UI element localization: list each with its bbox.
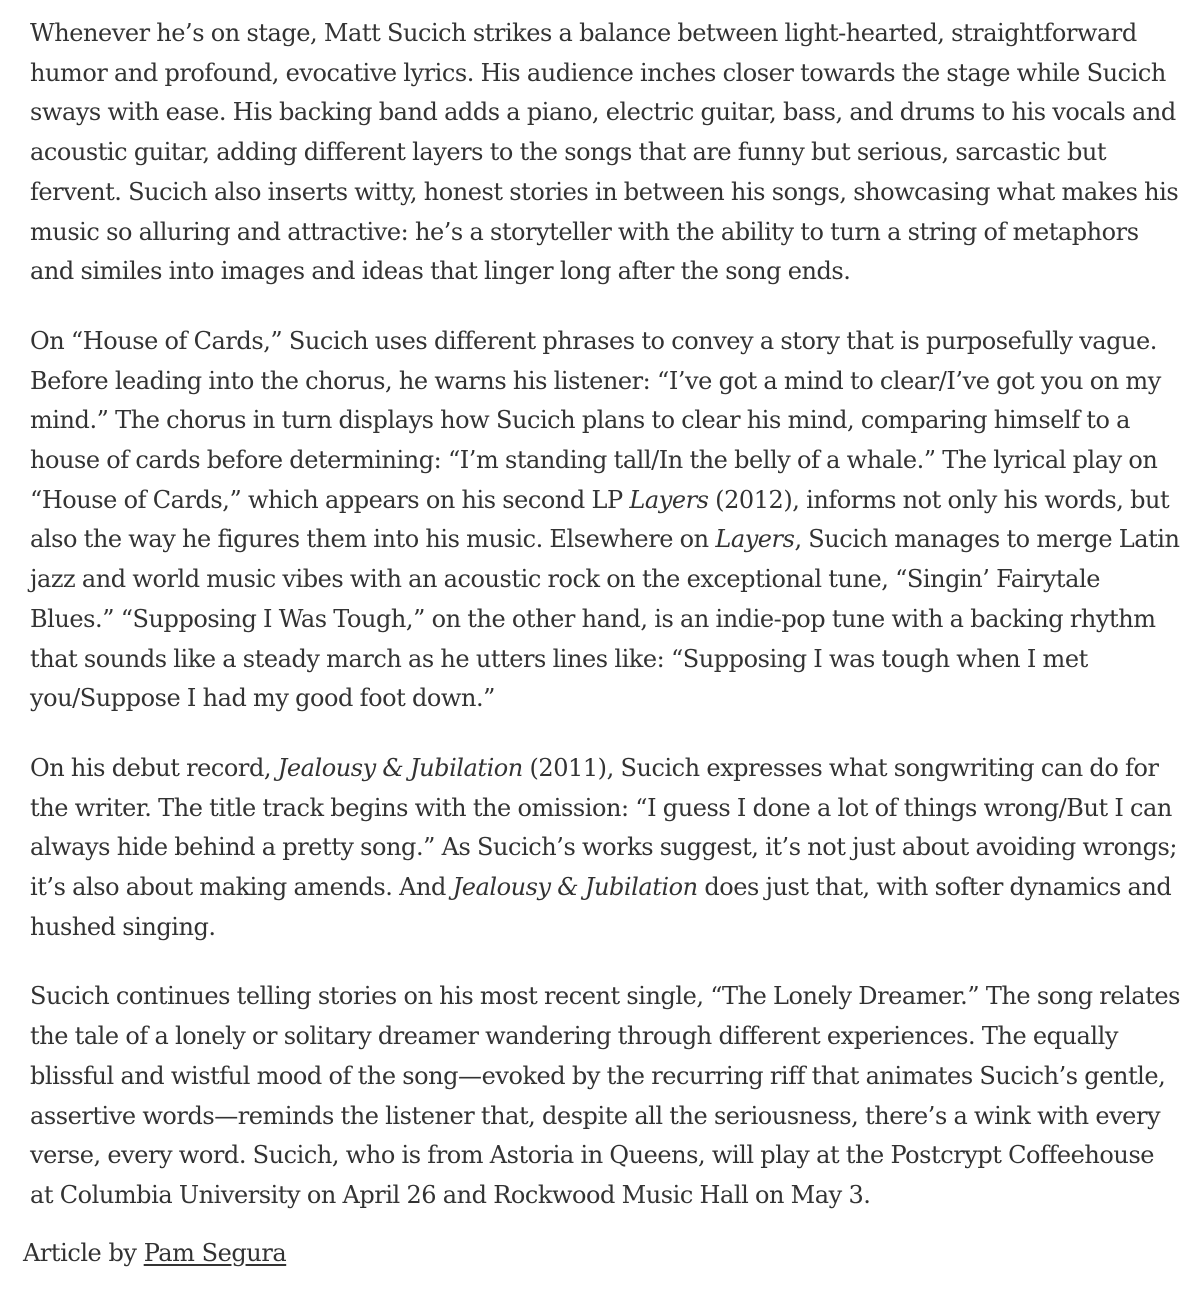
album-title-layers: Layers [715,525,795,554]
paragraph-text: Whenever he’s on stage, Matt Sucich strikes a balance between light-hearted, straightforward humor and profound, evocative lyrics. His audience inches closer towards the stage while Sucich sways with ease. His backing band adds a piano, electric guitar, bass, and drums to his vocals and acoustic guitar, adding different layers to the songs that are funny but serious, sarcastic but fervent. Sucich also inserts witty, honest stories in between his songs, showcasing what makes his music so alluring and attractive: he’s a storyteller with the ability to turn a string of metaphors and similes into images and ideas that linger long after the song ends. [30,19,1179,286]
author-link[interactable]: Pam Segura [143,1239,287,1267]
paragraph-text: , Sucich manages to merge Latin jazz and world music vibes with an acoustic rock on the exceptional tune, “Singin’ Fairytale Blues.” “Supposing I Was Tough,” on the other hand, is an indie-pop tune with a backing rhythm that sounds like a steady march as he utters lines like: “Supposing I was tough when I met you/Suppose I had my good foot down.” [30,525,1180,713]
paragraph-text: does just that, with softer dynamics and hushed singing. [30,873,1172,941]
paragraph-text: (2012), informs not only his words, but also the way he figures them into his music. Elsewhere on [30,485,1170,554]
album-title-layers: Layers [629,485,709,514]
article-paragraph-4 [30,977,1180,1215]
paragraph-text: On “House of Cards,” Sucich uses different phrases to convey a story that is purposefully vague. Before leading into the chorus, he warns his listener: “I’ve got a mind to clear/I’ve got you on my mind.” The chorus in turn displays how Sucich plans to clear his mind, comparing himself to a house of cards before determining: “I’m standing tall/In the belly of a whale.” The lyrical play on “House of Cards,” which appears on his second LP [30,326,1161,514]
paragraph-text: On his debut record, [30,753,278,782]
paragraph-text: (2011), Sucich expresses what songwriting can do for the writer. The title track begins with the omission: “I guess I done a lot of things wrong/But I can always hide behind a pretty song.” As Sucich’s works suggest, it’s not just about avoiding wrongs; it’s also about making amends. And [30,753,1178,902]
paragraph-text: Sucich continues telling stories on his most recent single, “The Lonely Dreamer.” The song relates the tale of a lonely or solitary dreamer wandering through different experiences. The equally blissful and wistful mood of the song—evoked by the recurring riff that animates Sucich’s gentle, assertive words—reminds the listener that, despite all the seriousness, there’s a wink with every verse, every word. Sucich, who is from Astoria in Queens, will play at the Postcrypt Coffeehouse at Columbia University on April 26 and Rockwood Music Hall on May 3. [30,982,1180,1209]
article-paragraph-3 [30,749,1180,948]
album-title-jealousy-jubilation: Jealousy & Jubilation [277,753,523,782]
byline-prefix: Article by [23,1239,144,1267]
article-paragraph-1 [30,14,1180,292]
article-paragraph-2 [30,322,1180,719]
article-body [30,14,1180,1216]
album-title-jealousy-jubilation: Jealousy & Jubilation [452,873,698,902]
article-byline [23,1234,286,1273]
